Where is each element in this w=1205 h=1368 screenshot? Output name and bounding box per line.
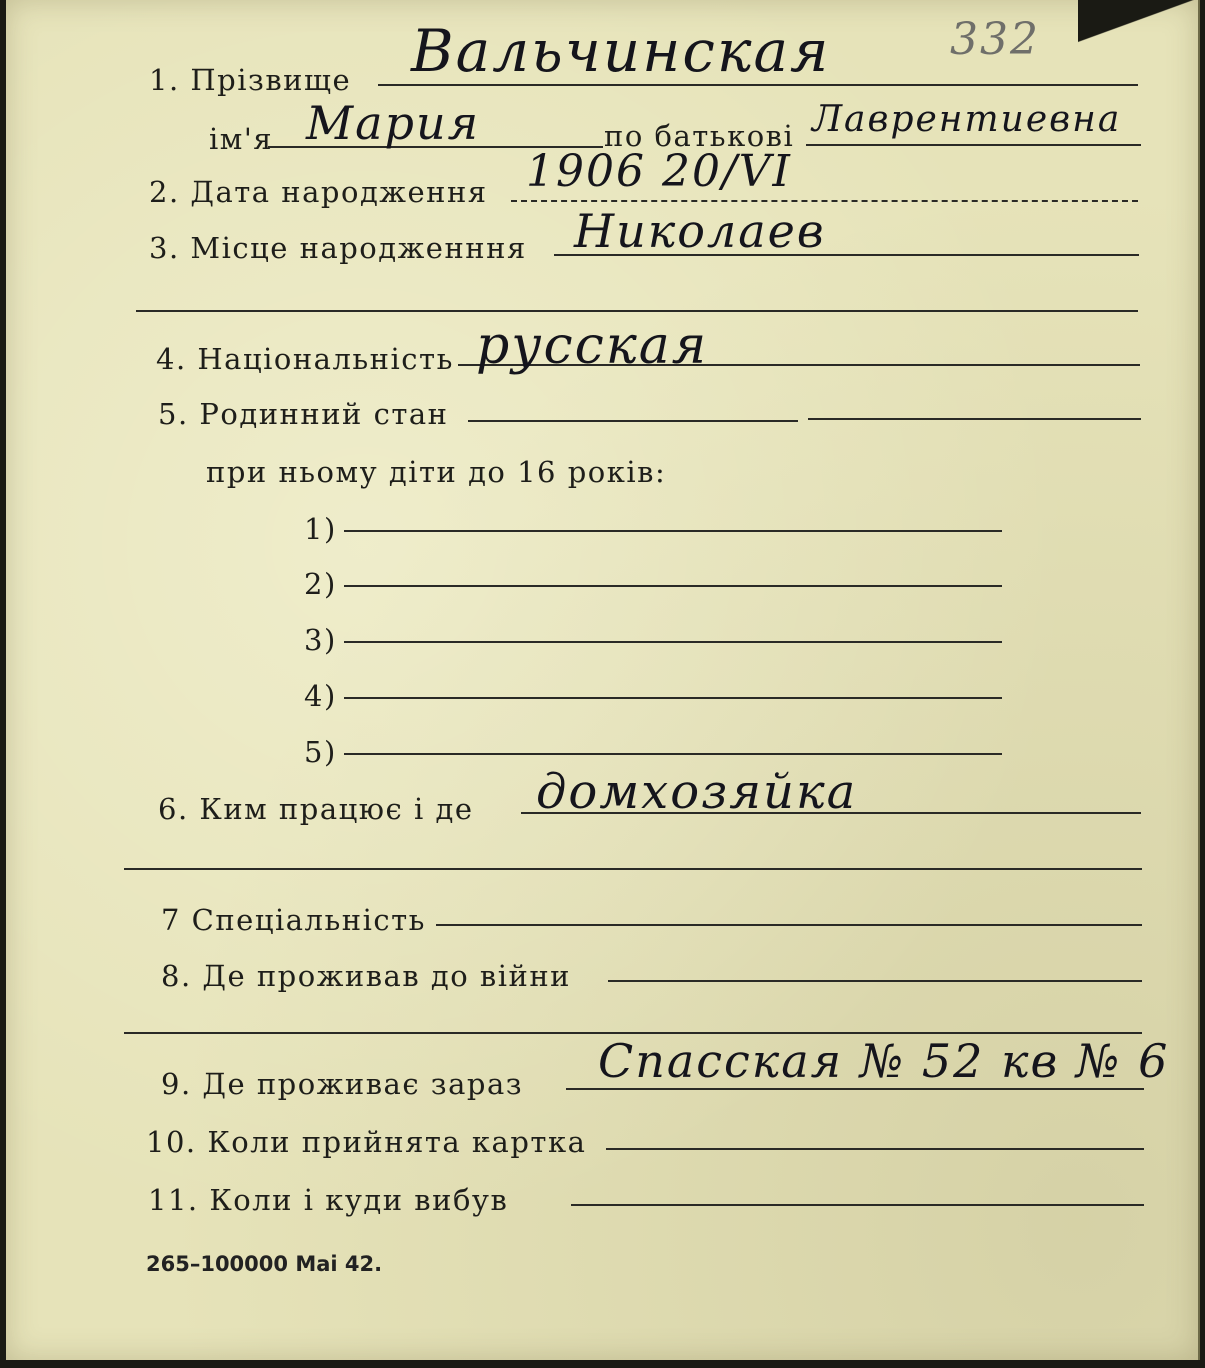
marital-status-line-b <box>808 418 1141 420</box>
birth-date-label: 2. Дата народження <box>149 175 488 209</box>
current-address-label: 9. Де проживає зараз <box>161 1067 524 1101</box>
occupation-value: домхозяйка <box>536 764 858 820</box>
birth-date-value: 1906 20/VI <box>526 146 792 197</box>
name-label: ім'я <box>209 122 274 156</box>
patronymic-label: по батькові <box>604 119 795 153</box>
child-5-label: 5) <box>304 735 337 769</box>
name-value: Мария <box>306 96 481 150</box>
current-address-value: Спасская № 52 кв № 6 <box>598 1034 1170 1088</box>
occupation-label: 6. Ким працює і де <box>158 792 474 826</box>
marital-status-label: 5. Родинний стан <box>158 397 449 431</box>
card-accepted-label: 10. Коли прийнята картка <box>146 1125 587 1159</box>
prewar-address-line <box>608 980 1142 982</box>
child-4-label: 4) <box>304 679 337 713</box>
card-accepted-line <box>606 1148 1144 1150</box>
print-run-footer: 265–100000 Mai 42. <box>146 1252 383 1276</box>
birth-place-label: 3. Місце народженння <box>149 231 527 265</box>
child-4-line <box>344 697 1002 699</box>
nationality-value: русская <box>476 316 709 376</box>
card-number: 332 <box>950 14 1040 65</box>
prewar-address-label: 8. Де проживав до війни <box>161 959 571 993</box>
patronymic-line <box>806 144 1141 146</box>
torn-corner <box>1078 0 1198 60</box>
specialty-line <box>436 924 1142 926</box>
birth-date-line <box>511 200 1138 202</box>
occupation-line-2 <box>124 868 1142 870</box>
surname-label: 1. Прізвище <box>149 63 352 97</box>
registration-card <box>6 0 1200 1360</box>
specialty-label: 7 Спеціальність <box>161 903 426 937</box>
child-2-line <box>344 585 1002 587</box>
nationality-label: 4. Національність <box>156 342 454 376</box>
child-1-line <box>344 530 1002 532</box>
child-3-label: 3) <box>304 623 337 657</box>
departure-label: 11. Коли і куди вибув <box>148 1183 509 1217</box>
child-3-line <box>344 641 1002 643</box>
current-address-line <box>566 1088 1144 1090</box>
departure-line <box>571 1204 1144 1206</box>
children-label: при ньому діти до 16 років: <box>206 455 667 489</box>
marital-status-line-a <box>468 420 798 422</box>
child-5-line <box>344 753 1002 755</box>
child-2-label: 2) <box>304 567 337 601</box>
patronymic-value: Лаврентиевна <box>812 99 1122 140</box>
birth-place-value: Николаев <box>574 204 826 258</box>
surname-value: Вальчинская <box>411 17 831 85</box>
child-1-label: 1) <box>304 512 337 546</box>
birth-place-line-2 <box>136 310 1138 312</box>
